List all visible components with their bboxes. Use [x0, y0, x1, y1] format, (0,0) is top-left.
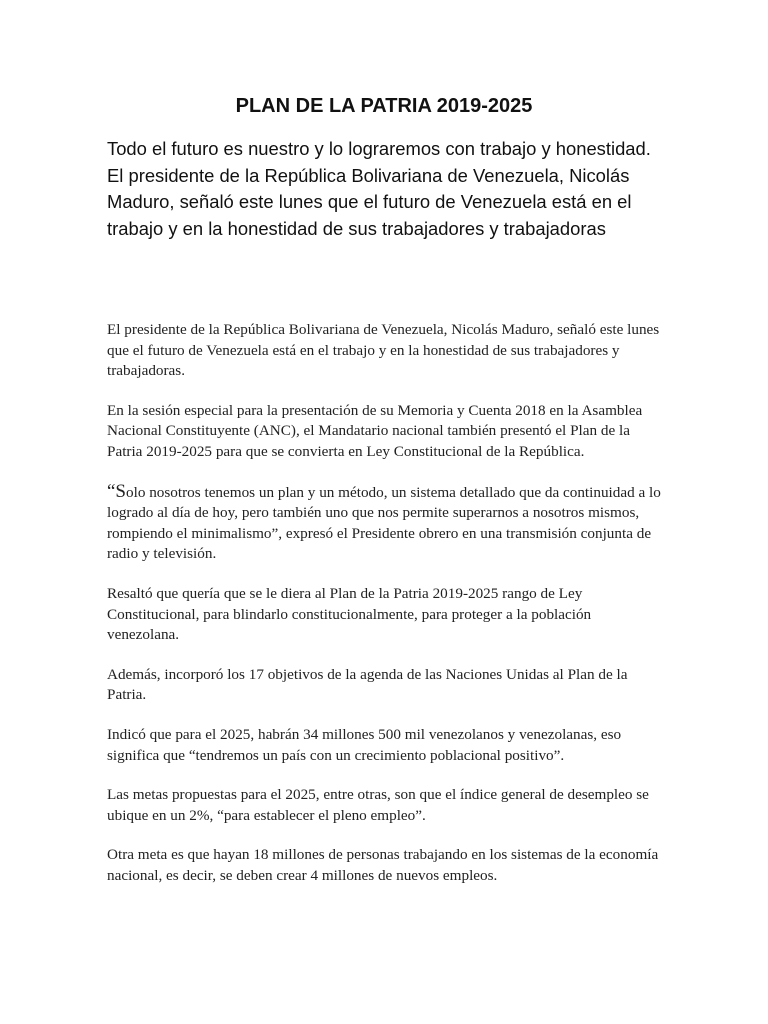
body-paragraph-7: Las metas propuestas para el 2025, entre otras, son que el índice general de desempleo se ubique en un 2%, “para establecer el pleno empleo”. [107, 786, 649, 824]
body-paragraph-8: Otra meta es que hayan 18 millones de personas trabajando en los sistemas de la economía nacional, es decir, se deben crear 4 millones de nuevos empleos. [107, 846, 659, 884]
lead-paragraph: Todo el futuro es nuestro y lo lograremos con trabajo y honestidad. El presidente de la República Bolivariana de Venezuela, Nicolás Maduro, señaló este lunes que el futuro de Venezuela está en el trabajo y en la honestidad de sus trabajadores y trabajadoras [107, 138, 651, 239]
body-text [107, 320, 667, 905]
body-paragraph-1: El presidente de la República Bolivariana de Venezuela, Nicolás Maduro, señaló este lunes que el futuro de Venezuela está en el trabajo y en la honestidad de sus trabajadores y trabajadoras. [107, 321, 660, 380]
body-paragraph-3: “Solo nosotros tenemos un plan y un método, un sistema detallado que da continuidad a lo logrado al día de hoy, pero también uno que nos permite superarnos a nosotros mismos, rompiendo el minimalismo”, expresó el Presidente obrero en una transmisión conjunta de radio y televisión. [107, 480, 661, 563]
body-paragraph-6: Indicó que para el 2025, habrán 34 millones 500 mil venezolanos y venezolanas, eso significa que “tendremos un país con un crecimiento poblacional positivo”. [107, 725, 622, 764]
body-paragraph-5: Además, incorporó los 17 objetivos de la agenda de las Naciones Unidas al Plan de la Patria. [107, 665, 628, 704]
body-paragraph-2: En la sesión especial para la presentación de su Memoria y Cuenta 2018 en la Asamblea Nacional Constituyente (ANC), el Mandatario nacional también presentó el Plan de la Patria 2019-2025 para que se convierta en Ley Constitucional de la República. [107, 401, 643, 460]
body-paragraph-4: Resaltó que quería que se le diera al Plan de la Patria 2019-2025 rango de Ley Constitucional, para blindarlo constitucionalmente, para proteger a la población venezolana. [107, 584, 592, 644]
document-title: PLAN DE LA PATRIA 2019-2025 [235, 95, 533, 117]
